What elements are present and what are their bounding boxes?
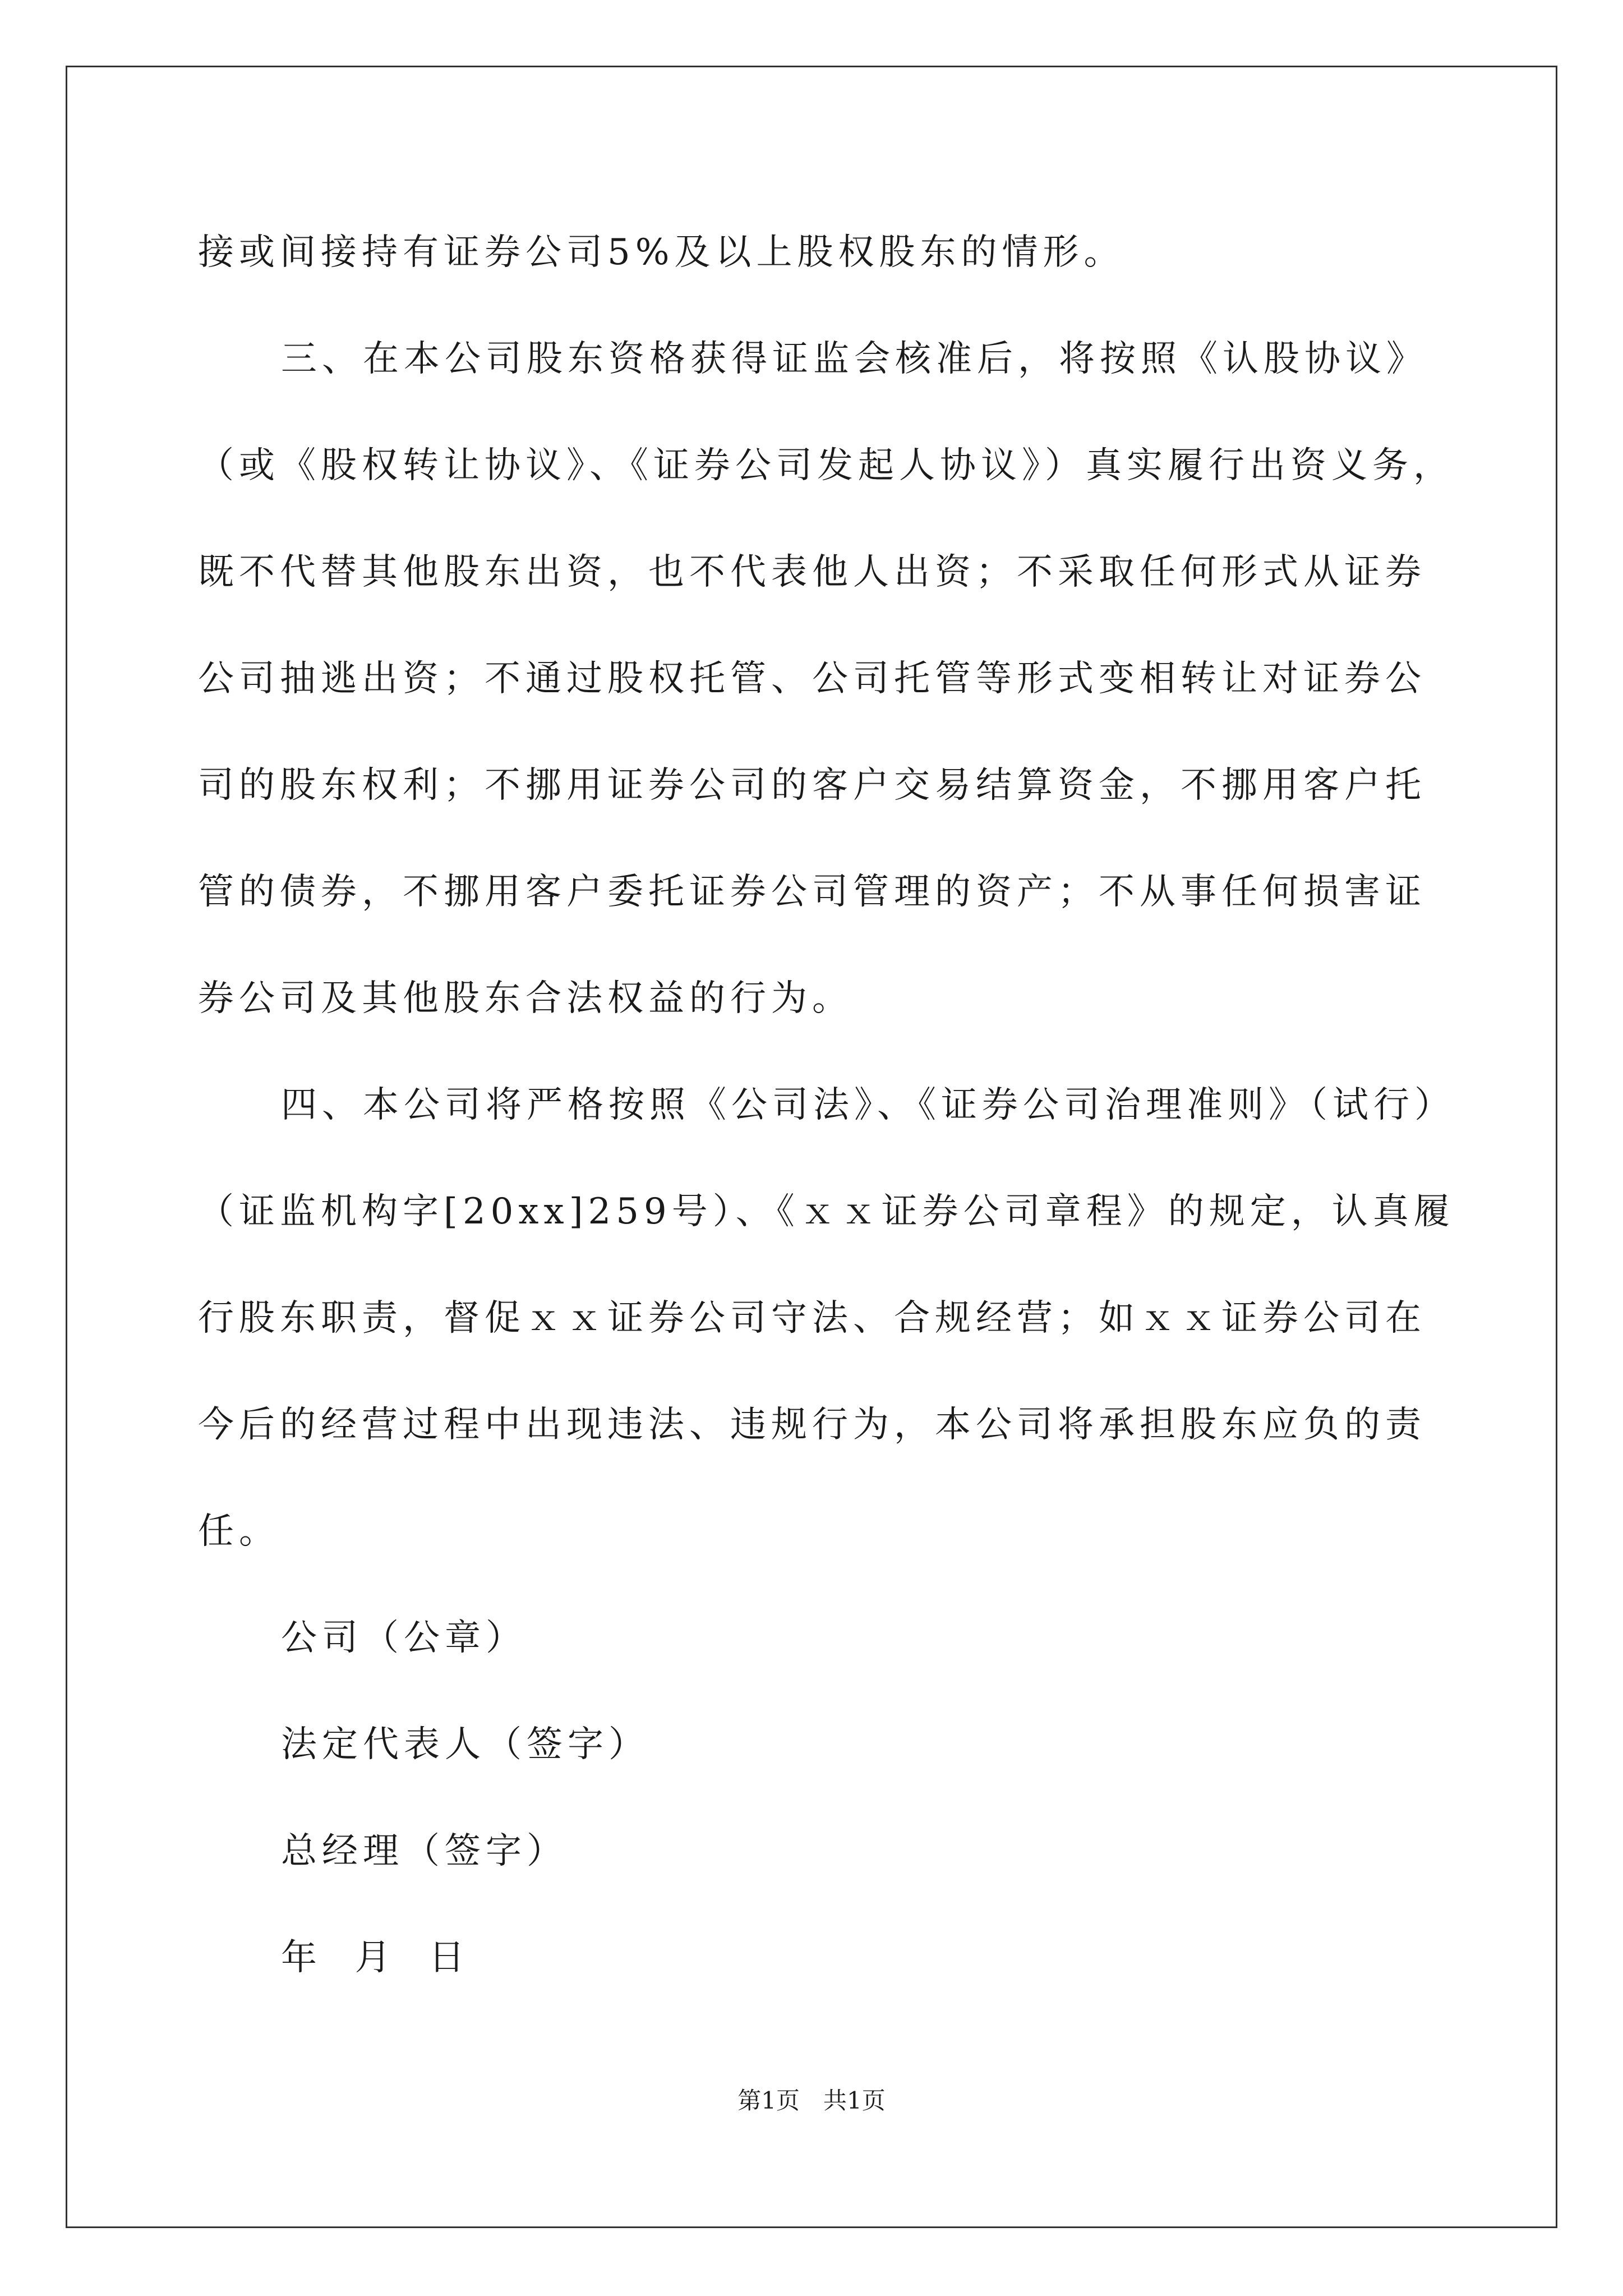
text-line: 公司抽逃出资；不通过股权托管、公司托管等形式变相转让对证券公 xyxy=(198,658,1426,700)
text-line: （或《股权转让协议》、《证券公司发起人协议》）真实履行出资义务， xyxy=(198,445,1454,486)
text-line: 今后的经营过程中出现违法、违规行为，本公司将承担股东应负的责 xyxy=(198,1404,1426,1446)
page-border xyxy=(66,66,1557,2228)
page-footer xyxy=(0,2087,1623,2115)
text-line: 三、在本公司股东资格获得证监会核准后，将按照《认股协议》 xyxy=(281,338,1427,380)
text-line: 管的债券，不挪用客户委托证券公司管理的资产；不从事任何损害证 xyxy=(198,871,1426,913)
text-line: 券公司及其他股东合法权益的行为。 xyxy=(198,978,853,1019)
text-line: 四、本公司将严格按照《公司法》、《证券公司治理准则》（试行） xyxy=(281,1084,1455,1126)
text-line: 任。 xyxy=(198,1511,280,1552)
date-line: 年 月 日 xyxy=(281,1937,470,1978)
text-line: 行股东职责，督促ｘｘ证券公司守法、合规经营；如ｘｘ证券公司在 xyxy=(198,1297,1426,1339)
general-manager-line: 总经理（签字） xyxy=(281,1830,568,1872)
text-line: （证监机构字[20xx]259号）、《ｘｘ证券公司章程》的规定，认真履 xyxy=(198,1191,1455,1232)
text-line: 接或间接持有证券公司5%及以上股权股东的情形。 xyxy=(198,232,1125,273)
page-number: 第1页 共1页 xyxy=(737,2087,886,2114)
legal-representative-line: 法定代表人（签字） xyxy=(281,1724,649,1765)
text-line: 司的股东权利；不挪用证券公司的客户交易结算资金，不挪用客户托 xyxy=(198,765,1426,806)
company-seal-line: 公司（公章） xyxy=(281,1617,527,1659)
text-line: 既不代替其他股东出资，也不代表他人出资；不采取任何形式从证券 xyxy=(198,551,1426,593)
